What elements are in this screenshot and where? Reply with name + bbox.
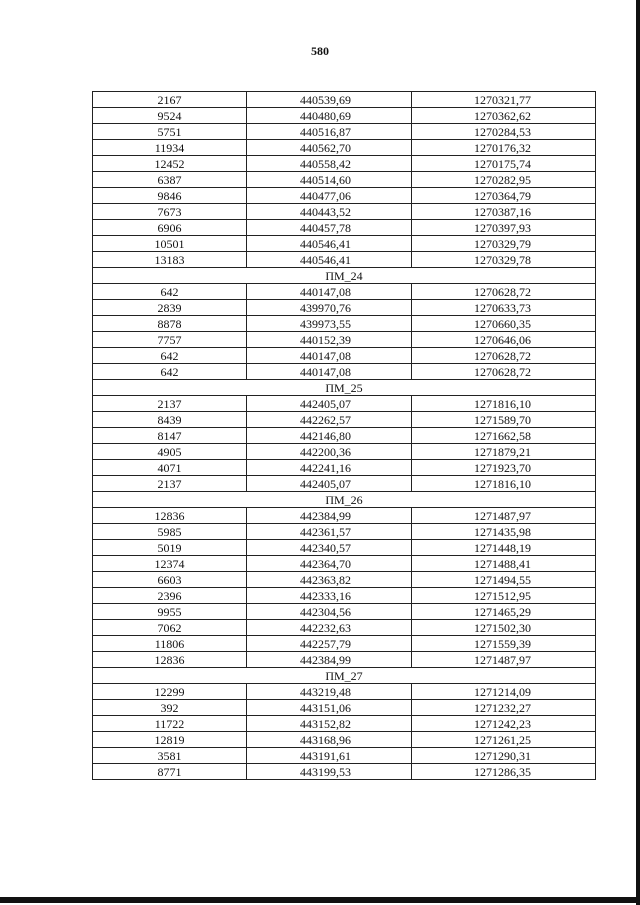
x-coordinate-cell: 442262,57 (247, 412, 412, 428)
y-coordinate-cell: 1271816,10 (412, 396, 596, 412)
group-header-row (93, 380, 596, 396)
x-coordinate-cell: 440546,41 (247, 236, 412, 252)
y-coordinate-cell: 1271879,21 (412, 444, 596, 460)
y-coordinate-cell: 1271435,98 (412, 524, 596, 540)
table-row (93, 476, 596, 492)
x-coordinate-cell: 442361,57 (247, 524, 412, 540)
point-number-cell: 11934 (93, 140, 247, 156)
point-number-cell: 8771 (93, 764, 247, 780)
point-number-cell: 642 (93, 348, 247, 364)
y-coordinate-cell: 1271448,19 (412, 540, 596, 556)
x-coordinate-cell: 442384,99 (247, 508, 412, 524)
point-number-cell: 2167 (93, 92, 247, 108)
point-number-cell: 13183 (93, 252, 247, 268)
point-number-cell: 6603 (93, 572, 247, 588)
table-row (93, 156, 596, 172)
y-coordinate-cell: 1271242,23 (412, 716, 596, 732)
table-row (93, 140, 596, 156)
point-number-cell: 3581 (93, 748, 247, 764)
table-row (93, 332, 596, 348)
table-row (93, 684, 596, 700)
y-coordinate-cell: 1270397,93 (412, 220, 596, 236)
y-coordinate-cell: 1270628,72 (412, 364, 596, 380)
table-row (93, 220, 596, 236)
y-coordinate-cell: 1271502,30 (412, 620, 596, 636)
point-number-cell: 8439 (93, 412, 247, 428)
table-row (93, 300, 596, 316)
table-row (93, 652, 596, 668)
y-coordinate-cell: 1270633,73 (412, 300, 596, 316)
y-coordinate-cell: 1271494,55 (412, 572, 596, 588)
table-row (93, 572, 596, 588)
point-number-cell: 12819 (93, 732, 247, 748)
point-number-cell: 2137 (93, 396, 247, 412)
x-coordinate-cell: 442364,70 (247, 556, 412, 572)
x-coordinate-cell: 443152,82 (247, 716, 412, 732)
y-coordinate-cell: 1271487,97 (412, 508, 596, 524)
point-number-cell: 392 (93, 700, 247, 716)
table-row (93, 316, 596, 332)
x-coordinate-cell: 440546,41 (247, 252, 412, 268)
point-number-cell: 9955 (93, 604, 247, 620)
table-row (93, 428, 596, 444)
x-coordinate-cell: 440558,42 (247, 156, 412, 172)
y-coordinate-cell: 1270362,62 (412, 108, 596, 124)
x-coordinate-cell: 442304,56 (247, 604, 412, 620)
y-coordinate-cell: 1271923,70 (412, 460, 596, 476)
table-row (93, 700, 596, 716)
table-row (93, 748, 596, 764)
y-coordinate-cell: 1271589,70 (412, 412, 596, 428)
point-number-cell: 12836 (93, 508, 247, 524)
scan-bottom-border (0, 897, 640, 903)
y-coordinate-cell: 1271214,09 (412, 684, 596, 700)
group-label: ПМ_27 (93, 668, 596, 684)
x-coordinate-cell: 439970,76 (247, 300, 412, 316)
y-coordinate-cell: 1270364,79 (412, 188, 596, 204)
table-row (93, 732, 596, 748)
point-number-cell: 7757 (93, 332, 247, 348)
table-row (93, 252, 596, 268)
coordinates-table-body (93, 92, 596, 780)
point-number-cell: 7673 (93, 204, 247, 220)
y-coordinate-cell: 1271286,35 (412, 764, 596, 780)
coordinates-table (92, 91, 596, 780)
table-row (93, 188, 596, 204)
y-coordinate-cell: 1271512,95 (412, 588, 596, 604)
table-row (93, 348, 596, 364)
y-coordinate-cell: 1270176,32 (412, 140, 596, 156)
point-number-cell: 6387 (93, 172, 247, 188)
table-row (93, 204, 596, 220)
point-number-cell: 7062 (93, 620, 247, 636)
table-row (93, 172, 596, 188)
y-coordinate-cell: 1270628,72 (412, 348, 596, 364)
table-row (93, 764, 596, 780)
table-row (93, 444, 596, 460)
y-coordinate-cell: 1270387,16 (412, 204, 596, 220)
table-row (93, 460, 596, 476)
y-coordinate-cell: 1270284,53 (412, 124, 596, 140)
y-coordinate-cell: 1271559,39 (412, 636, 596, 652)
table-row (93, 716, 596, 732)
point-number-cell: 11722 (93, 716, 247, 732)
x-coordinate-cell: 442340,57 (247, 540, 412, 556)
x-coordinate-cell: 443199,53 (247, 764, 412, 780)
table-row (93, 124, 596, 140)
y-coordinate-cell: 1270329,78 (412, 252, 596, 268)
x-coordinate-cell: 440152,39 (247, 332, 412, 348)
x-coordinate-cell: 442200,36 (247, 444, 412, 460)
group-label: ПМ_24 (93, 268, 596, 284)
x-coordinate-cell: 440443,52 (247, 204, 412, 220)
point-number-cell: 9846 (93, 188, 247, 204)
x-coordinate-cell: 442405,07 (247, 396, 412, 412)
point-number-cell: 2839 (93, 300, 247, 316)
x-coordinate-cell: 443191,61 (247, 748, 412, 764)
point-number-cell: 8878 (93, 316, 247, 332)
y-coordinate-cell: 1271662,58 (412, 428, 596, 444)
y-coordinate-cell: 1270321,77 (412, 92, 596, 108)
x-coordinate-cell: 440480,69 (247, 108, 412, 124)
table-row (93, 540, 596, 556)
point-number-cell: 4905 (93, 444, 247, 460)
x-coordinate-cell: 442384,99 (247, 652, 412, 668)
point-number-cell: 12452 (93, 156, 247, 172)
x-coordinate-cell: 440477,06 (247, 188, 412, 204)
y-coordinate-cell: 1270329,79 (412, 236, 596, 252)
y-coordinate-cell: 1271465,29 (412, 604, 596, 620)
x-coordinate-cell: 443168,96 (247, 732, 412, 748)
x-coordinate-cell: 440457,78 (247, 220, 412, 236)
x-coordinate-cell: 439973,55 (247, 316, 412, 332)
x-coordinate-cell: 442405,07 (247, 476, 412, 492)
x-coordinate-cell: 442232,63 (247, 620, 412, 636)
point-number-cell: 12299 (93, 684, 247, 700)
x-coordinate-cell: 442333,16 (247, 588, 412, 604)
x-coordinate-cell: 440562,70 (247, 140, 412, 156)
x-coordinate-cell: 442241,16 (247, 460, 412, 476)
point-number-cell: 5985 (93, 524, 247, 540)
table-row (93, 556, 596, 572)
y-coordinate-cell: 1271487,97 (412, 652, 596, 668)
x-coordinate-cell: 442257,79 (247, 636, 412, 652)
point-number-cell: 2396 (93, 588, 247, 604)
x-coordinate-cell: 443151,06 (247, 700, 412, 716)
table-row (93, 284, 596, 300)
point-number-cell: 642 (93, 364, 247, 380)
y-coordinate-cell: 1270660,35 (412, 316, 596, 332)
table-row (93, 412, 596, 428)
point-number-cell: 12836 (93, 652, 247, 668)
x-coordinate-cell: 440516,87 (247, 124, 412, 140)
point-number-cell: 8147 (93, 428, 247, 444)
x-coordinate-cell: 442363,82 (247, 572, 412, 588)
point-number-cell: 9524 (93, 108, 247, 124)
x-coordinate-cell: 442146,80 (247, 428, 412, 444)
y-coordinate-cell: 1270175,74 (412, 156, 596, 172)
group-header-row (93, 268, 596, 284)
group-label: ПМ_26 (93, 492, 596, 508)
y-coordinate-cell: 1271290,31 (412, 748, 596, 764)
y-coordinate-cell: 1270628,72 (412, 284, 596, 300)
table-row (93, 508, 596, 524)
group-header-row (93, 668, 596, 684)
group-label: ПМ_25 (93, 380, 596, 396)
table-row (93, 108, 596, 124)
page-number: 580 (311, 44, 329, 58)
x-coordinate-cell: 443219,48 (247, 684, 412, 700)
x-coordinate-cell: 440539,69 (247, 92, 412, 108)
x-coordinate-cell: 440147,08 (247, 284, 412, 300)
y-coordinate-cell: 1270646,06 (412, 332, 596, 348)
point-number-cell: 12374 (93, 556, 247, 572)
point-number-cell: 10501 (93, 236, 247, 252)
point-number-cell: 6906 (93, 220, 247, 236)
y-coordinate-cell: 1271261,25 (412, 732, 596, 748)
table-row (93, 588, 596, 604)
x-coordinate-cell: 440147,08 (247, 364, 412, 380)
table-row (93, 364, 596, 380)
point-number-cell: 11806 (93, 636, 247, 652)
x-coordinate-cell: 440514,60 (247, 172, 412, 188)
table-row (93, 396, 596, 412)
y-coordinate-cell: 1271232,27 (412, 700, 596, 716)
table-row (93, 620, 596, 636)
table-row (93, 524, 596, 540)
x-coordinate-cell: 440147,08 (247, 348, 412, 364)
table-row (93, 236, 596, 252)
point-number-cell: 4071 (93, 460, 247, 476)
group-header-row (93, 492, 596, 508)
y-coordinate-cell: 1271816,10 (412, 476, 596, 492)
table-row (93, 636, 596, 652)
table-row (93, 604, 596, 620)
point-number-cell: 642 (93, 284, 247, 300)
point-number-cell: 2137 (93, 476, 247, 492)
table-row (93, 92, 596, 108)
point-number-cell: 5751 (93, 124, 247, 140)
scan-right-border (636, 0, 640, 905)
y-coordinate-cell: 1270282,95 (412, 172, 596, 188)
y-coordinate-cell: 1271488,41 (412, 556, 596, 572)
point-number-cell: 5019 (93, 540, 247, 556)
